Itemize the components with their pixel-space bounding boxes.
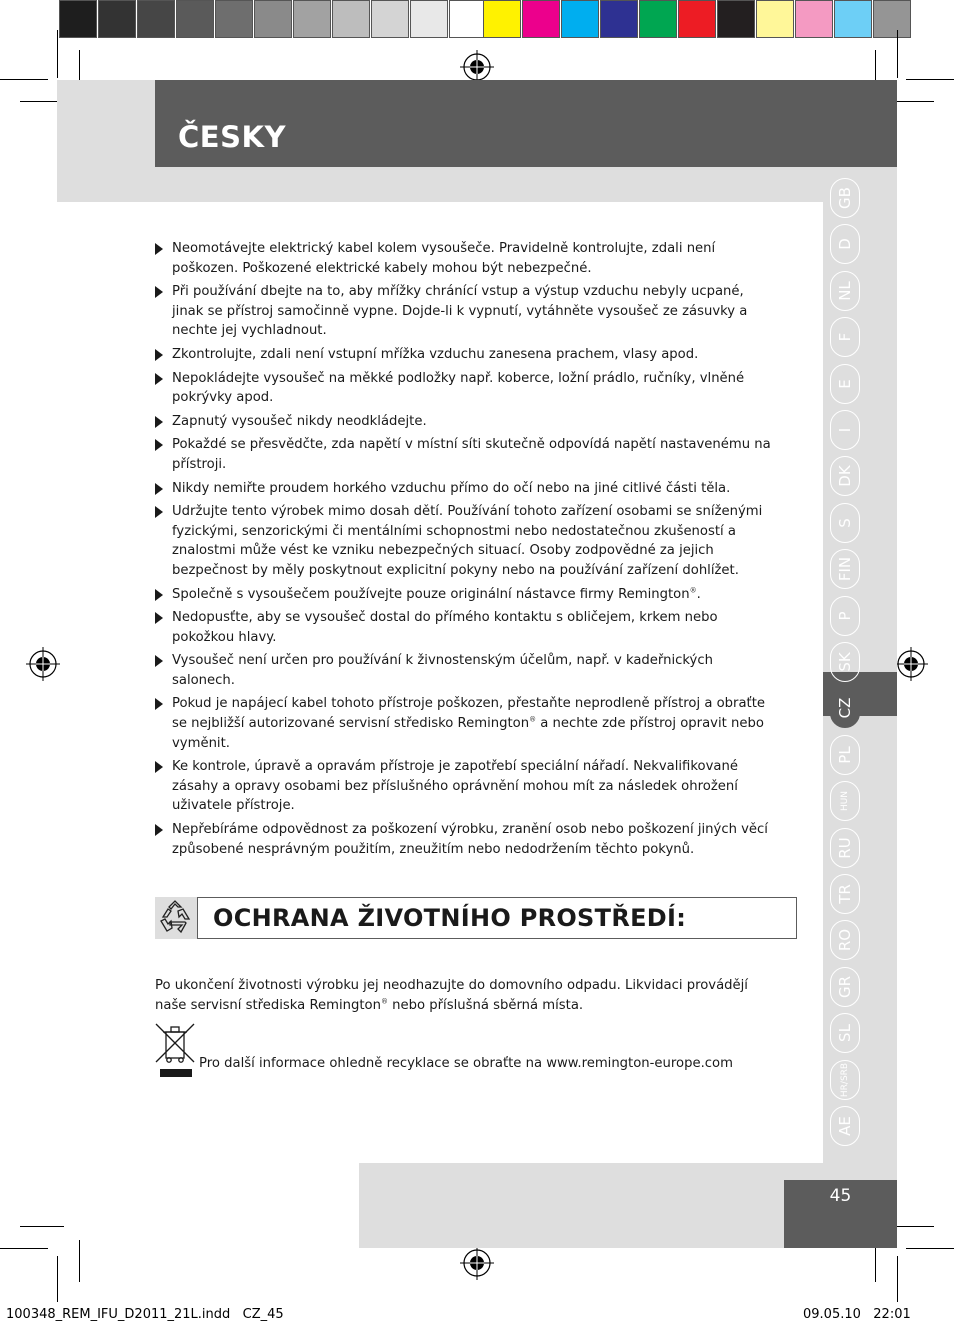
list-item-text: Ke kontrole, úpravě a opravám přístroje je zapotřebí speciální nářadí. Nekvalifikované zásahy a opravy osobami bez příslušného oprávnění mohou mít za následek ohrožení uživatele přístroje. bbox=[172, 759, 738, 814]
bullet-arrow-icon bbox=[155, 698, 163, 710]
calibration-swatch bbox=[371, 0, 409, 38]
bullet-arrow-icon bbox=[155, 439, 163, 451]
safety-instructions-list bbox=[155, 239, 775, 863]
bullet-arrow-icon bbox=[155, 761, 163, 773]
bullet-arrow-icon bbox=[155, 589, 163, 601]
registered-mark: ® bbox=[529, 715, 537, 724]
list-item bbox=[155, 412, 775, 432]
registration-mark-icon bbox=[460, 50, 494, 84]
calibration-swatch bbox=[756, 0, 794, 38]
list-item-text: Zapnutý vysoušeč nikdy neodkládejte. bbox=[172, 413, 427, 429]
weee-crossed-bin-icon bbox=[154, 1022, 196, 1078]
list-item-text: Společně s vysoušečem používejte pouze originální nástavce firmy Remington bbox=[172, 586, 690, 602]
calibration-swatch bbox=[176, 0, 214, 38]
list-item-text: Neomotávejte elektrický kabel kolem vysoušeče. Pravidelně kontrolujte, zdali není poškozen. Poškozené elektrické kabely mohou být nebezpečné. bbox=[172, 241, 716, 276]
bullet-arrow-icon bbox=[155, 824, 163, 836]
language-tab-tr[interactable] bbox=[830, 874, 860, 914]
list-item bbox=[155, 239, 775, 278]
bullet-arrow-icon bbox=[155, 373, 163, 385]
crop-mark bbox=[897, 1256, 898, 1302]
crop-mark bbox=[0, 79, 48, 80]
list-item bbox=[155, 608, 775, 647]
list-item-text: Zkontrolujte, zdali není vstupní mřížka vzduchu zanesena prachem, vlasy apod. bbox=[172, 346, 699, 362]
calibration-swatch bbox=[98, 0, 136, 38]
language-tab-label: HR/SRB bbox=[840, 1062, 850, 1097]
registration-mark-icon bbox=[26, 647, 60, 681]
list-item bbox=[155, 345, 775, 365]
registered-mark: ® bbox=[380, 997, 388, 1006]
language-tab-label: S bbox=[836, 518, 854, 528]
language-tab-label: DK bbox=[836, 465, 854, 488]
registered-mark: ® bbox=[689, 586, 697, 595]
calibration-swatch bbox=[600, 0, 638, 38]
list-item bbox=[155, 435, 775, 474]
list-item bbox=[155, 502, 775, 580]
print-file-info: 100348_REM_IFU_D2011_21L.indd CZ_45 bbox=[6, 1307, 284, 1322]
language-tab-label: I bbox=[836, 427, 854, 433]
language-tab-pl[interactable] bbox=[830, 735, 860, 775]
calibration-swatch bbox=[873, 0, 911, 38]
language-tab-dk[interactable] bbox=[830, 456, 860, 496]
crop-mark bbox=[875, 50, 876, 80]
registration-mark-icon bbox=[460, 1246, 494, 1280]
list-item bbox=[155, 651, 775, 690]
bullet-arrow-icon bbox=[155, 416, 163, 428]
crop-mark bbox=[57, 1256, 58, 1302]
crop-mark bbox=[897, 30, 898, 78]
crop-mark bbox=[20, 1226, 64, 1227]
bullet-arrow-icon bbox=[155, 243, 163, 255]
language-tab-hun[interactable] bbox=[830, 781, 860, 821]
language-tab-label: GB bbox=[836, 187, 854, 209]
list-item bbox=[155, 282, 775, 341]
language-tab-f[interactable] bbox=[830, 317, 860, 357]
language-tab-sl[interactable] bbox=[830, 1013, 860, 1053]
list-item-text: Pokud je napájecí kabel tohoto přístroje poškozen, přestaňte neprodleně přístroj a obraťte se nejbližší autorizované servisní středisko Remington bbox=[172, 696, 766, 732]
bullet-arrow-icon bbox=[155, 483, 163, 495]
crop-mark bbox=[906, 1248, 954, 1249]
crop-mark bbox=[79, 1240, 80, 1282]
language-tab-i[interactable] bbox=[830, 410, 860, 450]
language-tab-gr[interactable] bbox=[830, 967, 860, 1007]
list-item-text-end: a nechte zde přístroj opravit nebo vyměnit. bbox=[172, 716, 764, 751]
language-tab-label: SL bbox=[836, 1024, 854, 1043]
section-title: OCHRANA ŽIVOTNÍHO PROSTŘEDÍ: bbox=[213, 904, 687, 932]
list-item-text-end: . bbox=[696, 586, 701, 602]
disposal-paragraph bbox=[155, 976, 780, 1015]
recycle-icon-box bbox=[155, 897, 198, 939]
language-tab-e[interactable] bbox=[830, 364, 860, 404]
language-tab-label: E bbox=[836, 378, 854, 389]
language-tab-label: NL bbox=[836, 281, 854, 301]
language-tab-ru[interactable] bbox=[830, 828, 860, 868]
language-tab-label: SK bbox=[836, 652, 854, 672]
calibration-swatch bbox=[561, 0, 599, 38]
list-item-text: Udržujte tento výrobek mimo dosah dětí. Používání tohoto zařízení osobami se sníženými fyzickými, senzorickými či mentálními schopnostmi nebo nedostatečnou zkušeností a znalostmi může vést ke vzniku nebezpečných situací. Osoby zodpovědné za jejich bezpečnost by měly poskytnout explicitní pokyny nebo na používání zařízení dohlížet. bbox=[172, 504, 763, 578]
list-item-text: Nepokládejte vysoušeč na měkké podložky např. koberce, ložní prádlo, ručníky, vlněné pokrývky apod. bbox=[172, 370, 745, 406]
calibration-swatch bbox=[410, 0, 448, 38]
list-item-text: Při používání dbejte na to, aby mřížky chránící vstup a výstup vzduchu nebyly ucpané, jinak se přístroj samočinně vypne. Dojde-li k vypnutí, vytáhněte vysoušeč ze zásuvky a nechte jej vychladnout. bbox=[172, 284, 748, 339]
print-date-info: 09.05.10 22:01 bbox=[803, 1307, 911, 1322]
language-tab-label: F bbox=[836, 332, 854, 342]
bullet-arrow-icon bbox=[155, 349, 163, 361]
disposal-text-end: nebo příslušná sběrná místa. bbox=[387, 997, 584, 1013]
crop-mark bbox=[0, 1248, 48, 1249]
list-item bbox=[155, 820, 775, 859]
calibration-swatch bbox=[678, 0, 716, 38]
language-tab-label: HUN bbox=[840, 791, 850, 812]
list-item-text: Nedopusťte, aby se vysoušeč dostal do přímého kontaktu s obličejem, krkem nebo pokožkou hlavy. bbox=[172, 610, 718, 645]
color-calibration-bar bbox=[483, 0, 912, 38]
language-tab-ae[interactable] bbox=[830, 1106, 860, 1146]
list-item bbox=[155, 585, 775, 605]
calibration-swatch bbox=[137, 0, 175, 38]
calibration-swatch bbox=[254, 0, 292, 38]
grayscale-calibration-bar bbox=[59, 0, 488, 38]
calibration-swatch bbox=[522, 0, 560, 38]
list-item bbox=[155, 694, 775, 753]
list-item-text: Vysoušeč není určen pro používání k živnostenským účelům, např. v kadeřnických salonech. bbox=[172, 653, 713, 688]
crop-mark bbox=[79, 50, 80, 80]
language-tab-label: PL bbox=[836, 746, 854, 764]
bullet-arrow-icon bbox=[155, 286, 163, 298]
language-tab-label: CZ bbox=[836, 698, 854, 719]
calibration-swatch bbox=[449, 0, 487, 38]
list-item bbox=[155, 479, 775, 499]
bullet-arrow-icon bbox=[155, 655, 163, 667]
list-item-text: Nikdy nemiřte proudem horkého vzduchu přímo do očí nebo na jiné citlivé části těla. bbox=[172, 480, 731, 496]
language-tab-nl[interactable] bbox=[830, 271, 860, 311]
calibration-swatch bbox=[215, 0, 253, 38]
language-tab-label: D bbox=[836, 238, 854, 251]
page-title: ČESKY bbox=[178, 120, 286, 154]
language-tab-cz[interactable] bbox=[830, 688, 860, 728]
language-tab-label: AE bbox=[836, 1116, 854, 1136]
calibration-swatch bbox=[834, 0, 872, 38]
list-item-text: Nepřebíráme odpovědnost za poškození výrobku, zranění osob nebo poškození jiných věcí způsobené nesprávným použitím, zneužitím nebo nedodržením těchto pokynů. bbox=[172, 822, 768, 857]
language-tab-label: P bbox=[836, 611, 854, 621]
calibration-swatch bbox=[795, 0, 833, 38]
language-tab-fin[interactable] bbox=[830, 549, 860, 589]
language-tab-s[interactable] bbox=[830, 503, 860, 543]
recycling-info: Pro další informace ohledně recyklace se obraťte na www.remington-europe.com bbox=[199, 1056, 733, 1071]
calibration-swatch bbox=[483, 0, 521, 38]
bullet-arrow-icon bbox=[155, 506, 163, 518]
language-tab-label: GR bbox=[836, 975, 854, 998]
language-tab-sk[interactable] bbox=[830, 642, 860, 682]
calibration-swatch bbox=[717, 0, 755, 38]
language-tab-ro[interactable] bbox=[830, 920, 860, 960]
disposal-text: Po ukončení životnosti výrobku jej neodhazujte do domovního odpadu. Likvidaci provádějí naše servisní střediska Remington bbox=[155, 978, 748, 1013]
calibration-swatch bbox=[293, 0, 331, 38]
recycle-icon bbox=[155, 897, 197, 937]
language-tab-p[interactable] bbox=[830, 596, 860, 636]
list-item bbox=[155, 757, 775, 816]
calibration-swatch bbox=[332, 0, 370, 38]
language-tab-label: RO bbox=[836, 929, 854, 952]
language-tab-hr-srb[interactable] bbox=[830, 1060, 860, 1100]
list-item-text: Pokaždé se přesvědčte, zda napětí v místní síti skutečně odpovídá napětí nastavenému na přístroji. bbox=[172, 437, 771, 472]
page-number: 45 bbox=[829, 1186, 852, 1206]
crop-mark bbox=[57, 30, 58, 78]
language-tab-label: FIN bbox=[836, 557, 854, 582]
crop-mark bbox=[906, 79, 954, 80]
registration-mark-icon bbox=[894, 647, 928, 681]
language-tab-label: TR bbox=[836, 884, 854, 904]
calibration-swatch bbox=[59, 0, 97, 38]
language-tab-gb[interactable] bbox=[830, 178, 860, 218]
bullet-arrow-icon bbox=[155, 612, 163, 624]
language-tab-d[interactable] bbox=[830, 224, 860, 264]
language-tab-label: RU bbox=[836, 836, 854, 859]
calibration-swatch bbox=[639, 0, 677, 38]
list-item bbox=[155, 369, 775, 408]
